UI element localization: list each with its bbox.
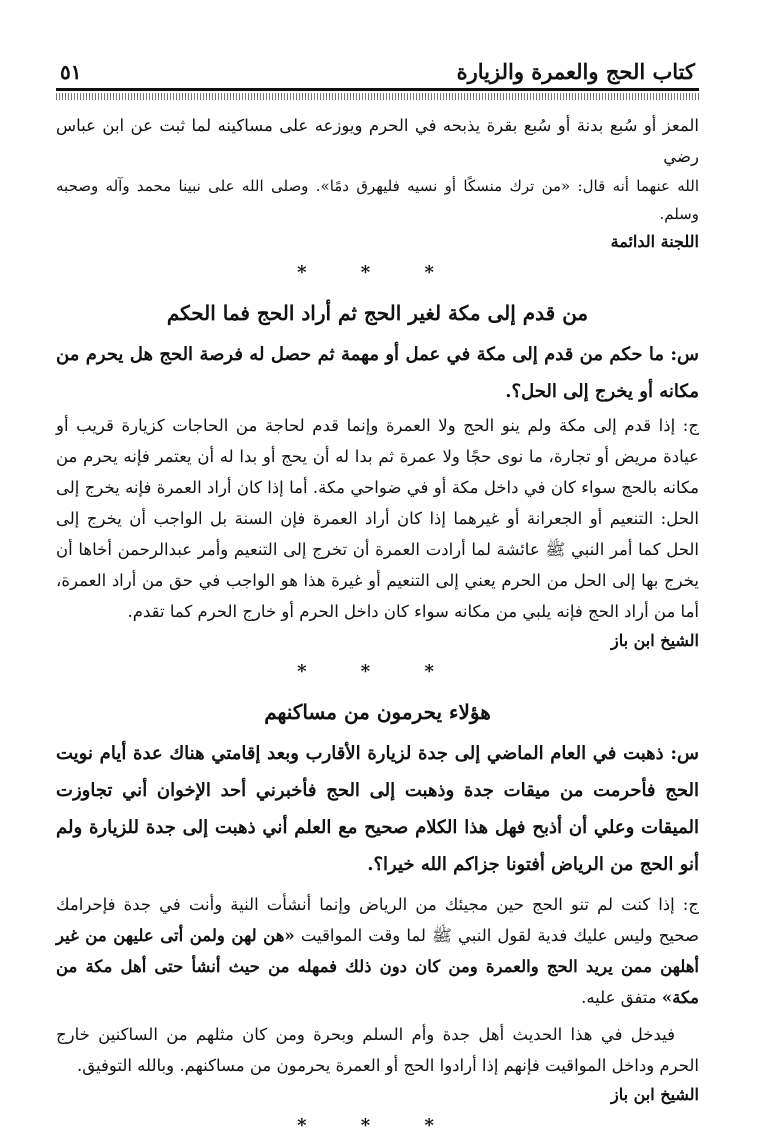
page-number: ٥١ bbox=[60, 60, 82, 84]
section2-paragraph: فيدخل في هذا الحديث أهل جدة وأم السلم وبحرة ومن كان مثلهم من الساكنين خارج الحرم وداخل المواقيت فإنهم إذا أرادوا الحج أو العمرة يحرمون من مساكنهم. وبالله التوفيق. bbox=[56, 1025, 699, 1075]
running-header bbox=[56, 48, 699, 84]
section1-signature: الشيخ ابن باز bbox=[610, 631, 699, 650]
intro-line-2: الله عنهما أنه قال: «من ترك منسكًا أو نسيه فليهرق دمًا». وصلى الله على نبينا محمد وآله وصحبه وسلم. bbox=[56, 177, 699, 223]
section1-title: من قدم إلى مكة لغير الحج ثم أراد الحج فما الحكم bbox=[166, 301, 589, 325]
book-title: كتاب الحج والعمرة والزيارة bbox=[456, 59, 695, 84]
section2-hadith: «هن لهن ولمن أتى عليهن من غير أهلهن ممن يريد الحج والعمرة ومن كان دون ذلك فمهله من حيث أنشأ حتى أهل مكة من مكة» bbox=[56, 926, 699, 1007]
section2-signature: الشيخ ابن باز bbox=[610, 1085, 699, 1104]
section2-title: هؤلاء يحرمون من مساكنهم bbox=[264, 700, 491, 724]
section2-answer-start: ج: إذا كنت لم تنو الحج حين مجيئك من الرياض وإنما أنشأت النية وأنت في جدة فإحرامك صحيح وليس عليك فدية لقول النبي ﷺ لما وقت المواقيت bbox=[56, 895, 700, 945]
section1-question: س: ما حكم من قدم إلى مكة في عمل أو مهمة ثم حصل له فرصة الحج هل يحرم من مكانه أو يخرج إلى الحل؟. bbox=[56, 344, 699, 402]
section2-answer bbox=[56, 889, 699, 1013]
header-hatch-rule bbox=[56, 93, 699, 100]
intro-line-1: المعز أو سُبع بدنة أو سُبع بقرة يذبحه في الحرم ويوزعه على مساكينه لما ثبت عن ابن عباس رضي bbox=[56, 116, 699, 166]
intro-signature: اللجنة الدائمة bbox=[610, 232, 699, 251]
separator-stars-3: * * * bbox=[297, 1115, 458, 1136]
section2-answer-end: متفق عليه. bbox=[581, 988, 657, 1007]
section2-question: س: ذهبت في العام الماضي إلى جدة لزيارة الأقارب وبعد إقامتي هناك عدة أيام نويت الحج فأحرمت من ميقات جدة وذهبت إلى الحج فأخبرني أحد الإخوان أني تجاوزت الميقات وعلي أن أذبح فهل هذا الكلام صحيح مع العلم أني ذهبت إلى جدة للزيارة ولم أنو الحج من الرياض أفتونا جزاكم الله خيرا؟. bbox=[56, 743, 699, 875]
separator-stars-2: * * * bbox=[297, 661, 458, 682]
header-rule bbox=[56, 88, 699, 91]
section1-answer: ج: إذا قدم إلى مكة ولم ينو الحج ولا العمرة وإنما قدم لحاجة من الحاجات كزيارة قريب أو عيادة مريض أو تجارة، ما نوى حجًا ولا عمرة ثم بدا له أن يحج أو بدا له أن يعتمر فإنه يحرم من مكانه بالحج سواء كان في داخل مكة أو في ضواحي مكة. أما إذا كان أراد العمرة فإنه يخرج إلى الحل: التنعيم أو الجعرانة أو غيرهما إذا كان أراد العمرة فإن السنة بل الواجب أن يخرج إلى الحل كما أمر النبي ﷺ عائشة لما أرادت العمرة أن تخرج إلى التنعيم وأمر عبدالرحمن أخاها أن يخرج بها إلى الحل من الحرم يعني إلى التنعيم أو غيرة هذا هو الواجب في حق من أراد العمرة، أما من أراد الحج فإنه يلبي من مكانه سواء كان داخل الحرم أو خارج الحرم كما تقدم. bbox=[56, 416, 699, 621]
separator-stars-1: * * * bbox=[297, 262, 458, 283]
